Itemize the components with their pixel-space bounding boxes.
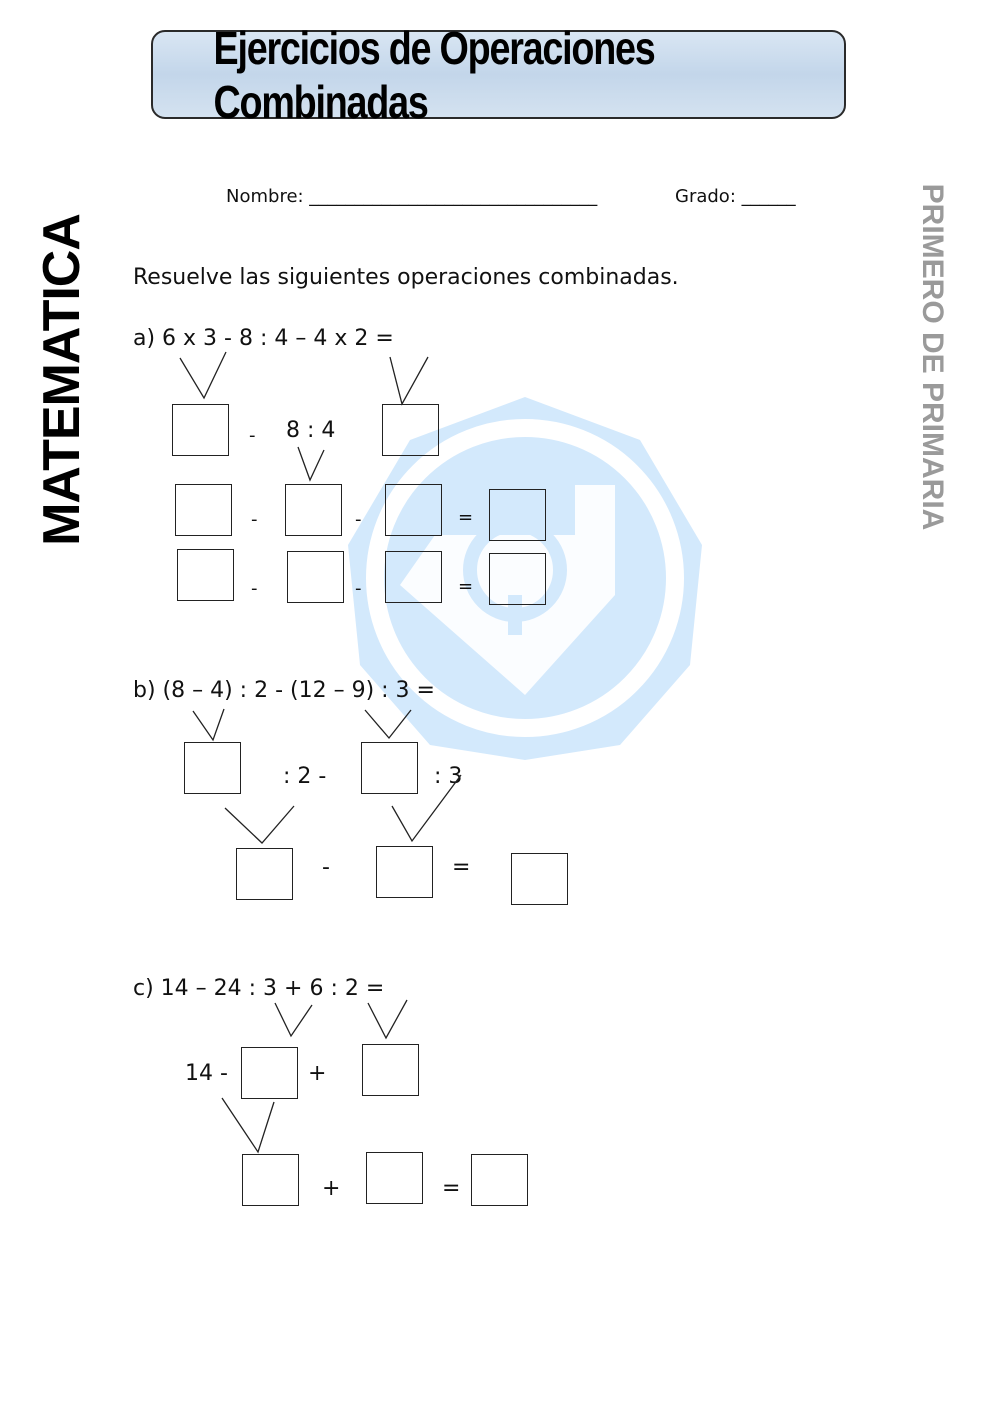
operator-minus: - bbox=[251, 509, 258, 530]
operator-plus: + bbox=[322, 1176, 341, 1201]
exercise-c-expression: c) 14 – 24 : 3 + 6 : 2 = bbox=[133, 976, 385, 1001]
instruction-text: Resuelve las siguientes operaciones combinadas. bbox=[133, 265, 679, 290]
grade-level-label: PRIMERO DE PRIMARIA bbox=[916, 183, 949, 531]
operator-equals: = bbox=[442, 1176, 461, 1201]
operator-minus: - bbox=[322, 855, 330, 880]
exercise-b-expression: b) (8 – 4) : 2 - (12 – 9) : 3 = bbox=[133, 678, 435, 703]
operator-div3: : 3 bbox=[434, 764, 463, 789]
operator-plus: + bbox=[308, 1061, 327, 1086]
operator-minus: - bbox=[249, 425, 256, 446]
operator-minus: - bbox=[251, 578, 258, 599]
operator-equals: = bbox=[452, 855, 471, 880]
exercise-a-division: 8 : 4 bbox=[286, 418, 336, 443]
page-title: Ejercicios de Operaciones Combinadas bbox=[213, 21, 655, 128]
operator-equals: = bbox=[458, 576, 474, 597]
operand-fourteen: 14 - bbox=[185, 1061, 228, 1086]
nombre-field[interactable]: Nombre: ________________________________ bbox=[226, 186, 598, 207]
exercise-a-expression: a) 6 x 3 - 8 : 4 – 4 x 2 = bbox=[133, 326, 394, 351]
grado-field[interactable]: Grado: ______ bbox=[675, 186, 796, 207]
operator-minus: - bbox=[355, 509, 362, 530]
operator-div2: : 2 - bbox=[283, 764, 327, 789]
subject-label: MATEMATICA bbox=[33, 214, 91, 546]
operator-minus: - bbox=[355, 578, 362, 599]
operator-equals: = bbox=[458, 507, 474, 528]
